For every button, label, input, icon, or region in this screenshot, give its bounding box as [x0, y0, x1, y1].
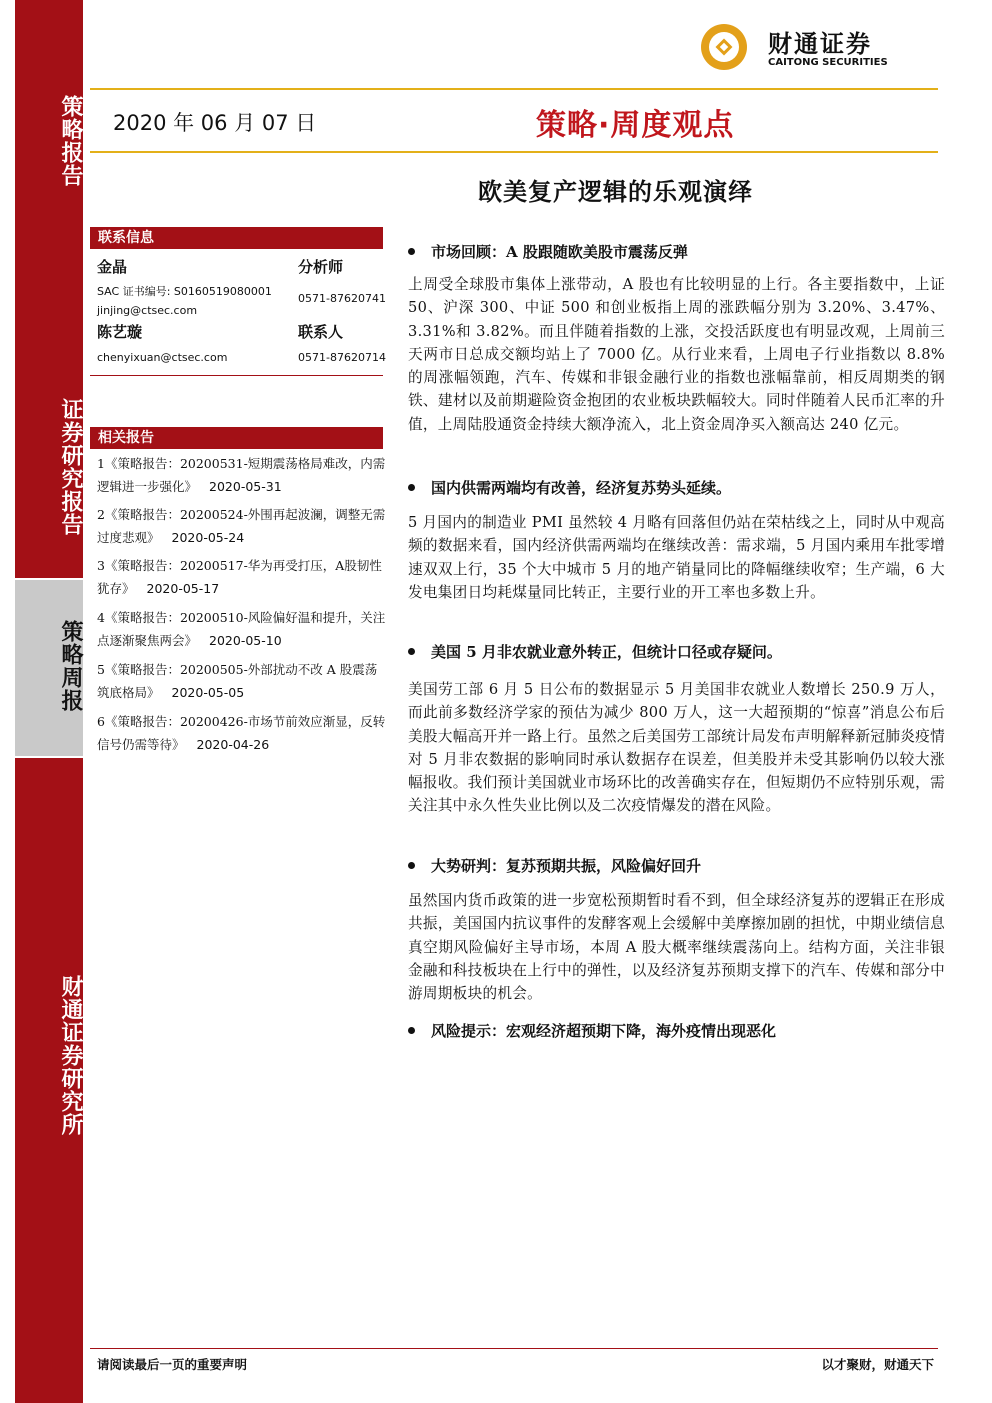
bullet-icon — [408, 862, 415, 869]
contact-phone: 0571-87620714 — [298, 351, 386, 364]
section-heading: 市场回顾：A 股跟随欧美股市震荡反弹 — [408, 241, 688, 262]
header-rule-bottom — [90, 151, 938, 153]
bullet-icon — [408, 248, 415, 255]
sidebar-label-report-type: 策略报告 — [58, 95, 83, 187]
logo-emblem-icon — [694, 22, 760, 72]
logo-english-name: CAITONG SECURITIES — [768, 57, 888, 68]
company-logo — [694, 22, 919, 72]
bullet-icon — [408, 484, 415, 491]
related-report-item[interactable]: 3《策略报告：20200517-华为再受打压，A股韧性犹存》 2020-05-17 — [97, 558, 382, 596]
related-report-item[interactable]: 2《策略报告：20200524-外围再起波澜，调整无需过度悲观》 2020-05-24 — [97, 507, 386, 545]
related-report-item[interactable]: 5《策略报告：20200505-外部扰动不改 A 股震荡筑底格局》 2020-05-05 — [97, 662, 378, 700]
section-body: 美国劳工部 6 月 5 日公布的数据显示 5 月美国非农就业人数增长 250.9 万人，而此前多数经济学家的预估为减少 800 万人，这一大超预期的“惊喜”消息公布后美股大幅高开并一路上行。虽然之后美国劳工部统计局发布声明解释新冠肺炎疫情对 5 月非农数据的影响同时承认数据存在误差，但美股并未受其影响仍以较大涨幅报收。我们预计美国就业市场环比的改善确实存在，但短期仍不应特别乐观，需关注其中永久性失业比例以及二次疫情爆发的潜在风险。 — [408, 681, 945, 815]
section-heading: 国内供需两端均有改善，经济复苏势头延续。 — [408, 477, 731, 498]
sidebar — [15, 0, 83, 1403]
contact-role: 联系人 — [298, 323, 344, 341]
report-date: 2020 年 06 月 07 日 — [113, 111, 317, 135]
section-body: 虽然国内货币政策的进一步宽松预期暂时看不到，但全球经济复苏的逻辑正在形成共振，美国国内抗议事件的发酵客观上会缓解中美摩擦加剧的担忧，中期业绩信息真空期风险偏好主导市场，本周 A 股大概率继续震荡向上。结构方面，关注非银金融和科技板块在上行中的弹性，以及经济复苏预期支撑下的汽车、传媒和部分中游周期板块的机会。 — [408, 892, 945, 1003]
analyst-name: 金晶 — [97, 258, 128, 276]
bullet-icon — [408, 1027, 415, 1034]
header-rule-top — [90, 88, 938, 90]
analyst-email[interactable]: jinjing@ctsec.com — [97, 304, 198, 317]
section-heading: 美国 5 月非农就业意外转正，但统计口径或存疑问。 — [408, 641, 782, 662]
sidebar-divider — [15, 756, 83, 758]
contact-heading: 联系信息 — [90, 227, 383, 249]
section-heading: 大势研判：复苏预期共振，风险偏好回升 — [408, 855, 701, 876]
related-heading: 相关报告 — [90, 427, 383, 449]
footer-disclaimer: 请阅读最后一页的重要声明 — [97, 1357, 248, 1372]
section-body: 上周受全球股市集体上涨带动，A 股也有比较明显的上行。各主要指数中，上证 50、沪深 300、中证 500 和创业板指上周的涨跌幅分别为 3.20%、3.47%、3.31%和 3.82%。而且伴随着指数的上涨，交投活跃度也有明显改观，上周前三天两市日总成交额均站上了 7000 亿。从行业来看，上周电子行业指数以 8.8%的周涨幅领跑，汽车、传媒和非银金融行业的指数也涨幅靠前，相反周期类的钢铁、建材以及前期避险资金抱团的农业板块跌幅较大。同时伴随着人民币汇率的升值，上周陆股通资金持续大额净流入，北上资金周净买入额高达 240 亿元。 — [408, 276, 945, 433]
bullet-icon — [408, 648, 415, 655]
contact-email[interactable]: chenyixuan@ctsec.com — [97, 351, 228, 364]
sidebar-label-research: 证券研究报告 — [58, 398, 83, 536]
related-report-item[interactable]: 1《策略报告：20200531-短期震荡格局难改，内需逻辑进一步强化》 2020-05-31 — [97, 456, 386, 494]
report-series: 策略·周度观点 — [536, 108, 735, 143]
analyst-sac: SAC 证书编号: S0160519080001 — [97, 285, 272, 298]
analyst-phone: 0571-87620741 — [298, 292, 386, 305]
footer-slogan: 以才聚财，财通天下 — [821, 1357, 934, 1372]
sidebar-label-weekly: 策略周报 — [58, 620, 83, 712]
footer-rule — [90, 1348, 938, 1349]
section-heading: 风险提示：宏观经济超预期下降，海外疫情出现恶化 — [408, 1020, 776, 1041]
report-title: 欧美复产逻辑的乐观演绎 — [478, 177, 753, 206]
related-report-item[interactable]: 6《策略报告：20200426-市场节前效应渐显，反转信号仍需等待》 2020-04-26 — [97, 714, 386, 752]
contact-name: 陈艺璇 — [97, 323, 143, 341]
section-body: 5 月国内的制造业 PMI 虽然较 4 月略有回落但仍站在荣枯线之上，同时从中观高频的数据来看，国内经济供需两端均在继续改善：需求端，5 月国内乘用车批零增速双双上行，35 个大中城市 5 月的地产销量同比的降幅继续收窄；生产端，6 大发电集团日均耗煤量同比转正，主要行业的开工率也多数上升。 — [408, 514, 946, 601]
analyst-role: 分析师 — [298, 258, 344, 276]
contact-rule — [90, 375, 383, 376]
sidebar-label-institute: 财通证券研究所 — [58, 975, 83, 1136]
logo-chinese-name: 财通证券 — [768, 30, 872, 58]
related-report-item[interactable]: 4《策略报告：20200510-风险偏好温和提升，关注点逐渐聚焦两会》 2020-05-10 — [97, 610, 386, 648]
sidebar-divider — [15, 578, 83, 580]
